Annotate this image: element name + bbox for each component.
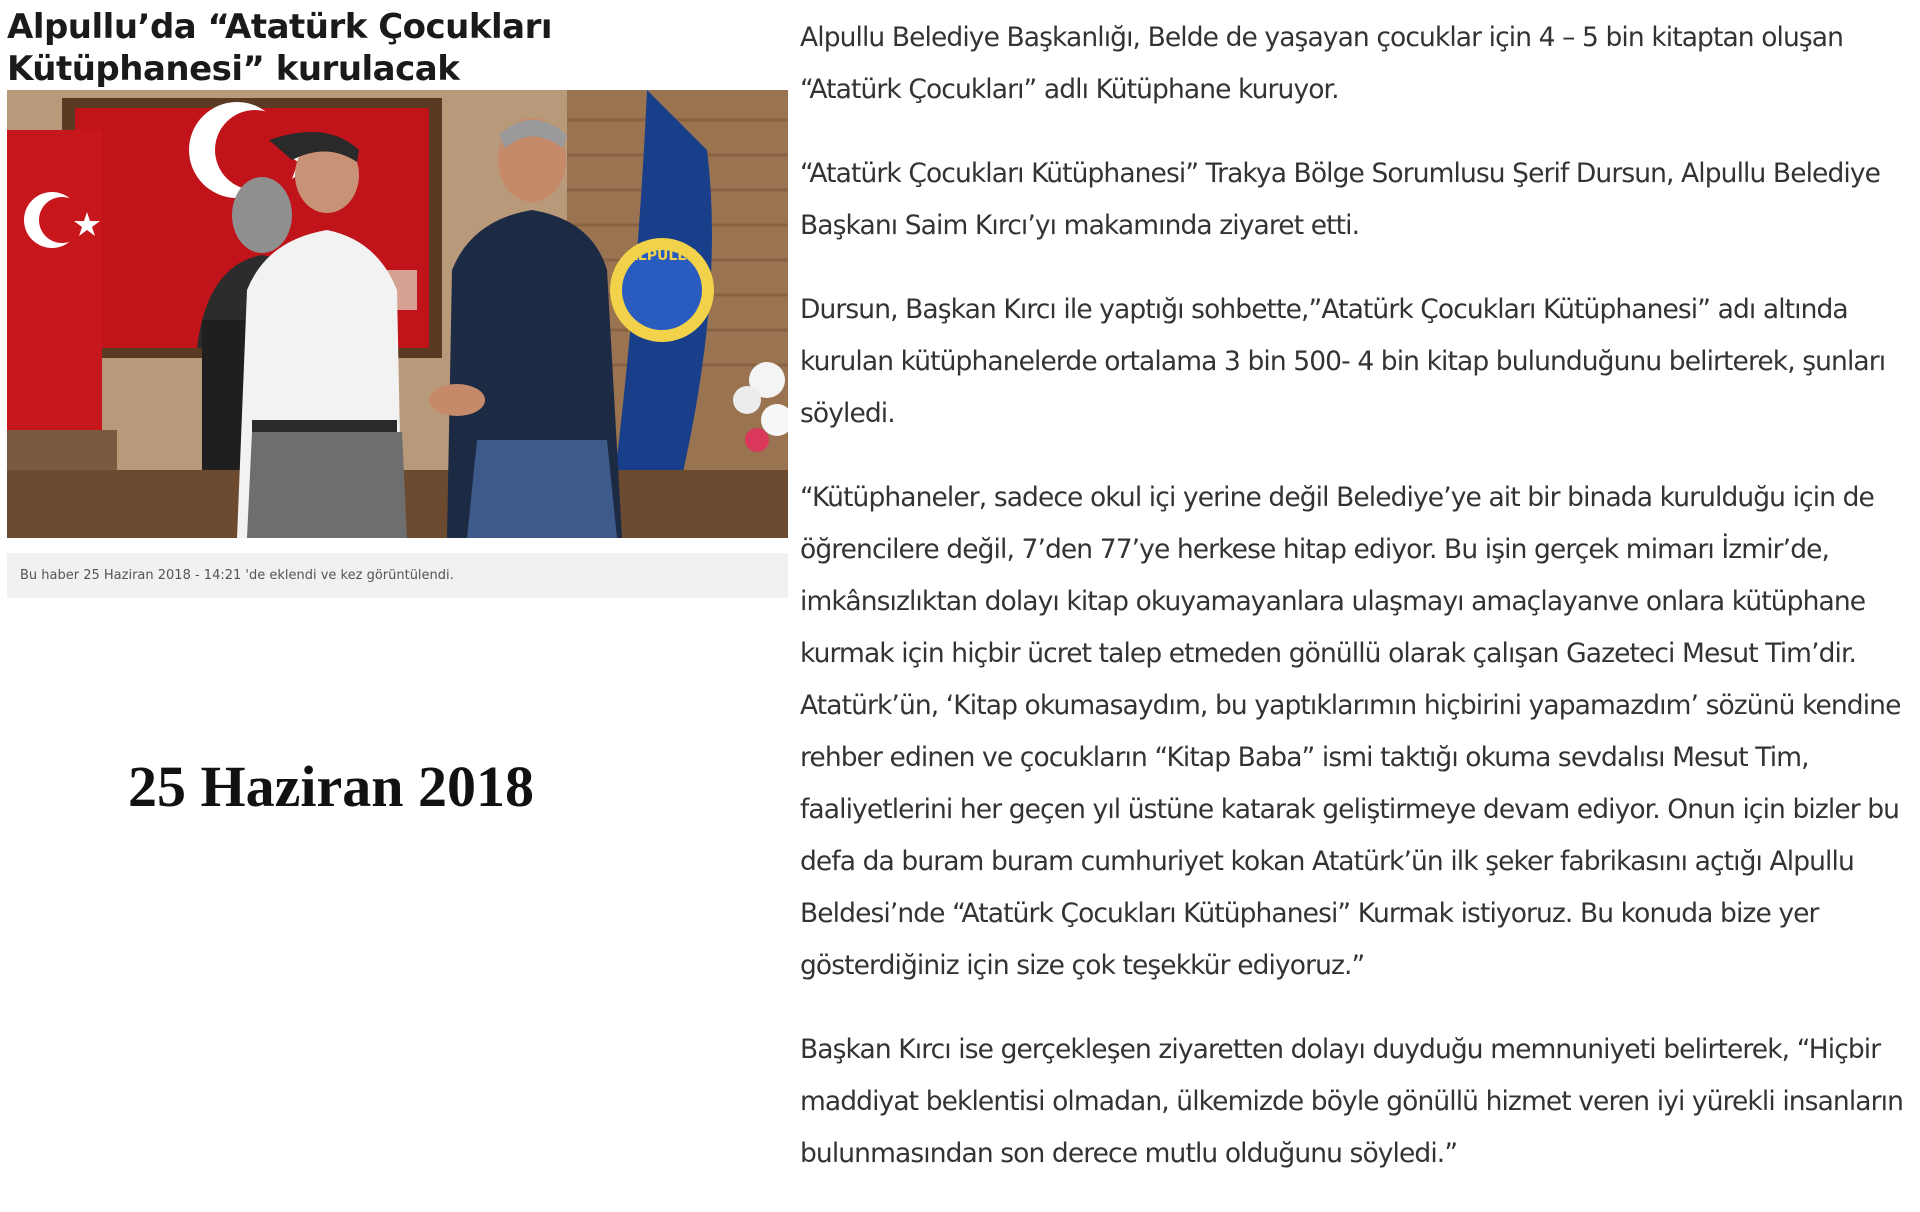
article-meta-text: Bu haber 25 Haziran 2018 - 14:21 'de eklendi ve kez görüntülendi. <box>20 568 454 583</box>
article-body <box>800 12 1912 1212</box>
date-stamp: 25 Haziran 2018 <box>128 754 534 819</box>
news-photo <box>7 90 788 538</box>
article-meta-bar <box>7 553 788 598</box>
article-paragraph: “Kütüphaneler, sadece okul içi yerine değil Belediye’ye ait bir binada kurulduğu için de öğrencilere değil, 7’den 77’ye herkese hitap ediyor. Bu işin gerçek mimarı İzmir’de, imkânsızlıktan dolayı kitap okuyamayanlara ulaşmayı amaçlayanve onlara kütüphane kurmak için hiçbir ücret talep etmeden gönüllü olarak çalışan Gazeteci Mesut Tim’dir. Atatürk’ün, ‘Kitap okumasaydım, bu yaptıklarımın hiçbirini yapamazdım’ sözünü kendine rehber edinen ve çocukların “Kitap Baba” ismi taktığı okuma sevdalısı Mesut Tim, faaliyetlerini her geçen yıl üstüne katarak geliştirmeye devam ediyor. Onun için bizler bu defa da buram buram cumhuriyet kokan Atatürk’ün ilk şeker fabrikasını açtığı Alpullu Beldesi’nde “Atatürk Çocukları Kütüphanesi” Kurmak istiyoruz. Bu konuda bize yer gösterdiğiniz için size çok teşekkür ediyoruz.” <box>800 482 1901 981</box>
article-paragraph: Başkan Kırcı ise gerçekleşen ziyaretten dolayı duyduğu memnuniyeti belirterek, “Hiçbir maddiyat beklentisi olmadan, ülkemizde böyle gönüllü hizmet veren iyi yürekli insanların bulunmasından son derece mutlu olduğunu söyledi.” <box>800 1034 1903 1169</box>
article-paragraph: Dursun, Başkan Kırcı ile yaptığı sohbette,”Atatürk Çocukları Kütüphanesi” adı altında kurulan kütüphanelerde ortalama 3 bin 500- 4 bin kitap bulunduğunu belirterek, şunları söyledi. <box>800 294 1886 429</box>
article-headline: Alpullu’da “Atatürk Çocukları Kütüphanesi” kurulacak <box>7 7 553 89</box>
article-paragraph: Alpullu Belediye Başkanlığı, Belde de yaşayan çocuklar için 4 – 5 bin kitaptan oluşan “Atatürk Çocukları” adlı Kütüphane kuruyor. <box>800 22 1844 105</box>
flag-label: ALPULLU <box>626 248 698 264</box>
article-paragraph: “Atatürk Çocukları Kütüphanesi” Trakya Bölge Sorumlusu Şerif Dursun, Alpullu Belediye Başkanı Saim Kırcı’yı makamında ziyaret etti. <box>800 158 1881 241</box>
